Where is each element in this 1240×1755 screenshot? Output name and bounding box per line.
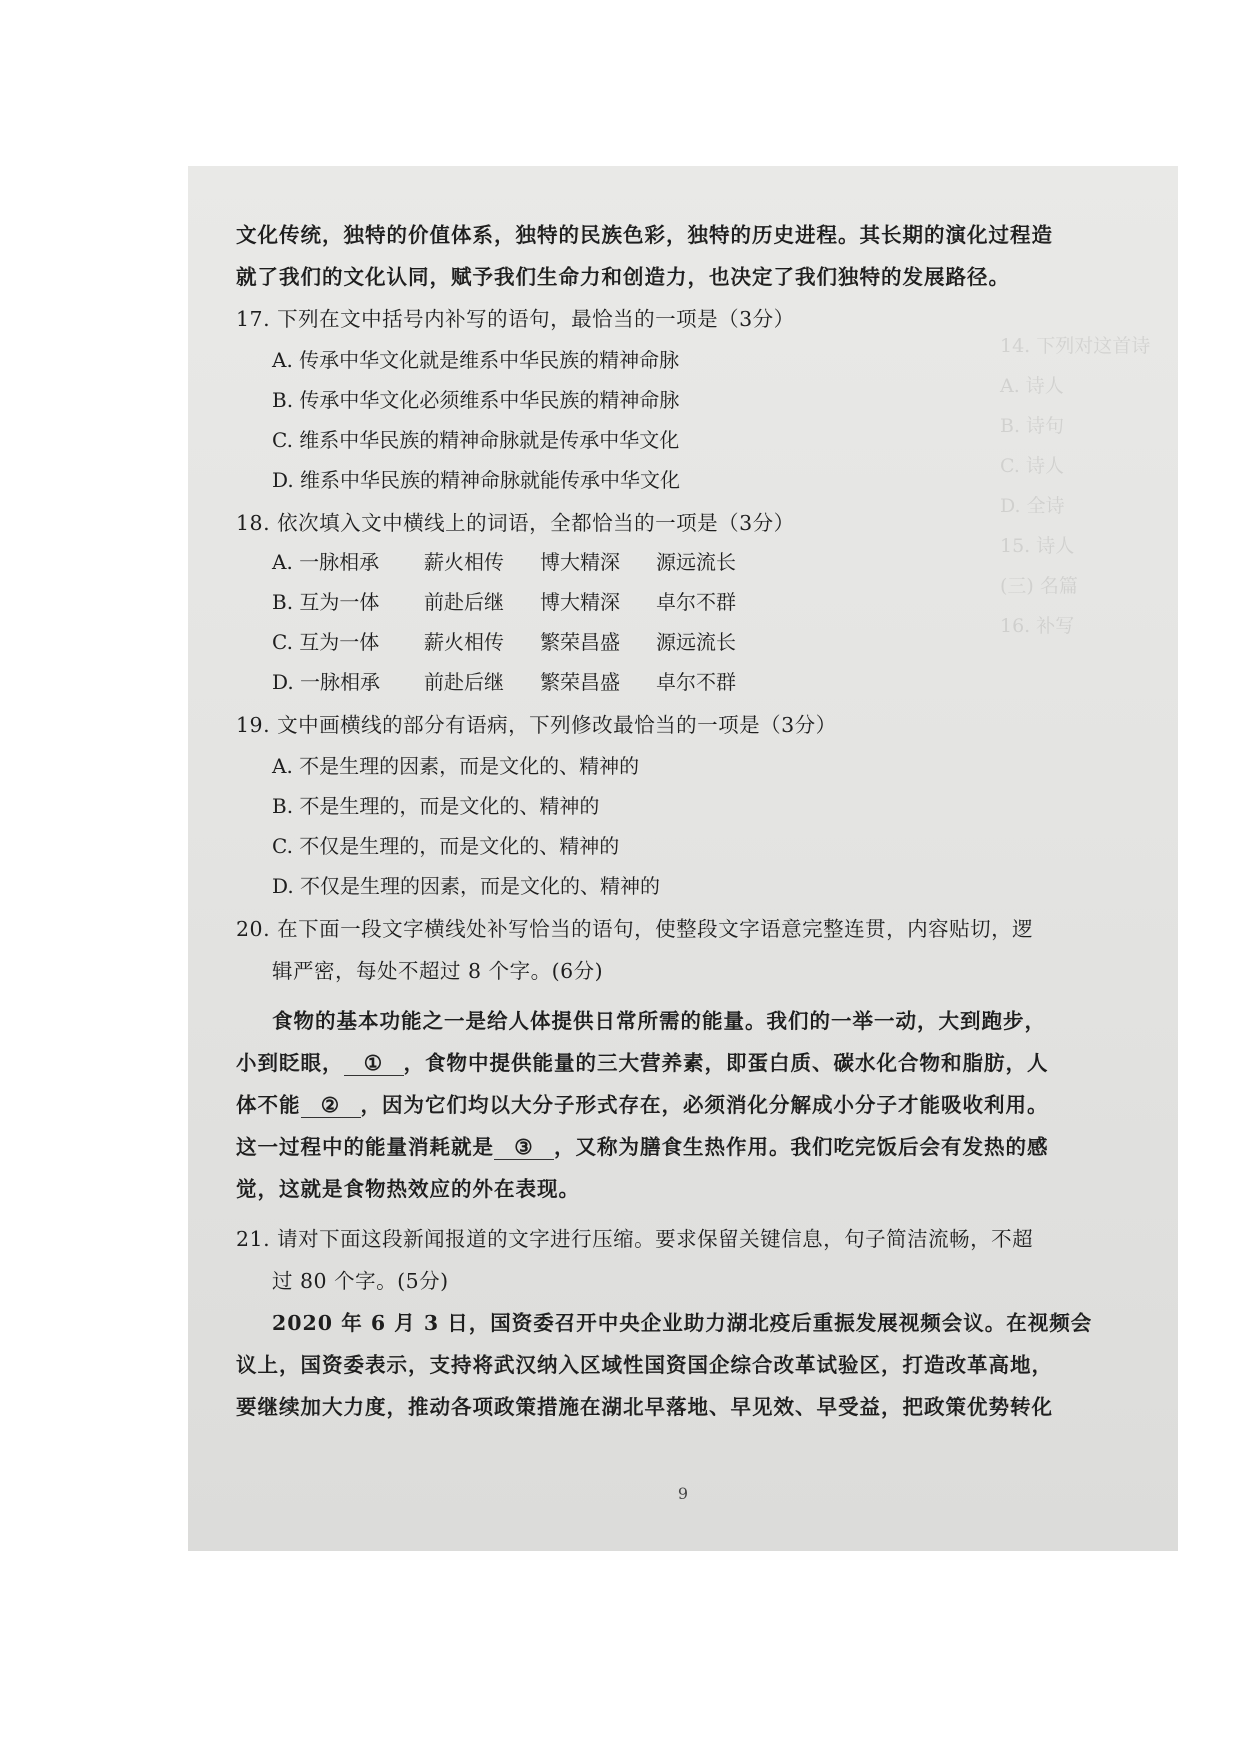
fill-blank-1: ① — [344, 1051, 404, 1076]
q20-text: 这一过程中的能量消耗就是 — [236, 1135, 494, 1159]
question-21-stem: 21. 请对下面这段新闻报道的文字进行压缩。要求保留关键信息，句子简洁流畅，不超 — [236, 1227, 1034, 1251]
q18-option-b-word1: B. 互为一体 — [272, 590, 380, 614]
show-through-text: 14. 下列对这首诗 A. 诗人 B. 诗句 C. 诗人 D. 全诗 15. 诗人 (三) 名篇 16. 补写 — [1000, 335, 1151, 637]
q20-text: 小到眨眼， — [236, 1051, 344, 1075]
question-19-stem: 19. 文中画横线的部分有语病，下列修改最恰当的一项是（3分） — [236, 713, 837, 737]
q18-option-d-word2: 前赴后继 — [424, 670, 504, 694]
q18-option-d-word3: 繁荣昌盛 — [540, 670, 620, 694]
q20-text: 体不能 — [236, 1093, 301, 1117]
q17-option-b: B. 传承中华文化必须维系中华民族的精神命脉 — [272, 388, 680, 412]
q18-option-c-word3: 繁荣昌盛 — [540, 630, 620, 654]
q20-passage-line: 食物的基本功能之一是给人体提供日常所需的能量。我们的一举一动，大到跑步， — [272, 1009, 1046, 1033]
q19-option-b: B. 不是生理的，而是文化的、精神的 — [272, 794, 600, 818]
q19-option-a: A. 不是生理的因素，而是文化的、精神的 — [272, 754, 640, 778]
q18-option-b-word4: 卓尔不群 — [656, 590, 736, 614]
q20-passage-line — [236, 1088, 1049, 1118]
q20-text: ，食物中提供能量的三大营养素，即蛋白质、碳水化合物和脂肪，人 — [403, 1051, 1049, 1075]
exam-page — [188, 166, 1178, 1551]
question-20-stem: 20. 在下面一段文字横线处补写恰当的语句，使整段文字语意完整连贯，内容贴切，逻 — [236, 917, 1034, 941]
q18-option-d-word1: D. 一脉相承 — [272, 670, 381, 694]
page-number: 9 — [677, 1484, 689, 1503]
q18-option-a-word2: 薪火相传 — [424, 550, 504, 574]
q20-passage-line — [236, 1130, 1049, 1160]
q20-text: ，又称为膳食生热作用。我们吃完饭后会有发热的感 — [554, 1135, 1049, 1159]
question-20-stem-cont: 辑严密，每处不超过 8 个字。(6分) — [272, 959, 604, 983]
passage-line: 就了我们的文化认同，赋予我们生命力和创造力，也决定了我们独特的发展路径。 — [236, 265, 1010, 289]
question-18-stem: 18. 依次填入文中横线上的词语，全都恰当的一项是（3分） — [236, 511, 795, 535]
q18-option-a-word1: A. 一脉相承 — [272, 550, 380, 574]
q18-option-c-word4: 源远流长 — [656, 630, 736, 654]
q19-option-d: D. 不仅是生理的因素，而是文化的、精神的 — [272, 874, 661, 898]
q18-option-a-word3: 博大精深 — [540, 550, 620, 574]
q17-option-a: A. 传承中华文化就是维系中华民族的精神命脉 — [272, 348, 680, 372]
fill-blank-3: ③ — [494, 1135, 554, 1160]
q19-option-c: C. 不仅是生理的，而是文化的、精神的 — [272, 834, 620, 858]
q17-option-c: C. 维系中华民族的精神命脉就是传承中华文化 — [272, 428, 680, 452]
passage-line: 文化传统，独特的价值体系，独特的民族色彩，独特的历史进程。其长期的演化过程造 — [236, 223, 1053, 247]
q20-passage-line — [236, 1046, 1049, 1076]
q18-option-c-word1: C. 互为一体 — [272, 630, 380, 654]
q18-option-c-word2: 薪火相传 — [424, 630, 504, 654]
q18-option-a-word4: 源远流长 — [656, 550, 736, 574]
q21-passage-line: 议上，国资委表示，支持将武汉纳入区域性国资国企综合改革试验区，打造改革高地， — [236, 1353, 1053, 1377]
question-21-stem-cont: 过 80 个字。(5分) — [272, 1269, 449, 1293]
q18-option-b-word2: 前赴后继 — [424, 590, 504, 614]
fill-blank-2: ② — [301, 1093, 361, 1118]
q21-passage-line: 2020 年 6 月 3 日，国资委召开中央企业助力湖北疫后重振发展视频会议。在视频会 — [272, 1311, 1093, 1335]
q18-option-b-word3: 博大精深 — [540, 590, 620, 614]
q20-text: ，因为它们均以大分子形式存在，必须消化分解成小分子才能吸收利用。 — [360, 1093, 1049, 1117]
q20-passage-line: 觉，这就是食物热效应的外在表现。 — [236, 1177, 580, 1201]
question-17-stem: 17. 下列在文中括号内补写的语句，最恰当的一项是（3分） — [236, 307, 795, 331]
q21-passage-line: 要继续加大力度，推动各项政策措施在湖北早落地、早见效、早受益，把政策优势转化 — [236, 1395, 1053, 1419]
q17-option-d: D. 维系中华民族的精神命脉就能传承中华文化 — [272, 468, 681, 492]
q18-option-d-word4: 卓尔不群 — [656, 670, 736, 694]
